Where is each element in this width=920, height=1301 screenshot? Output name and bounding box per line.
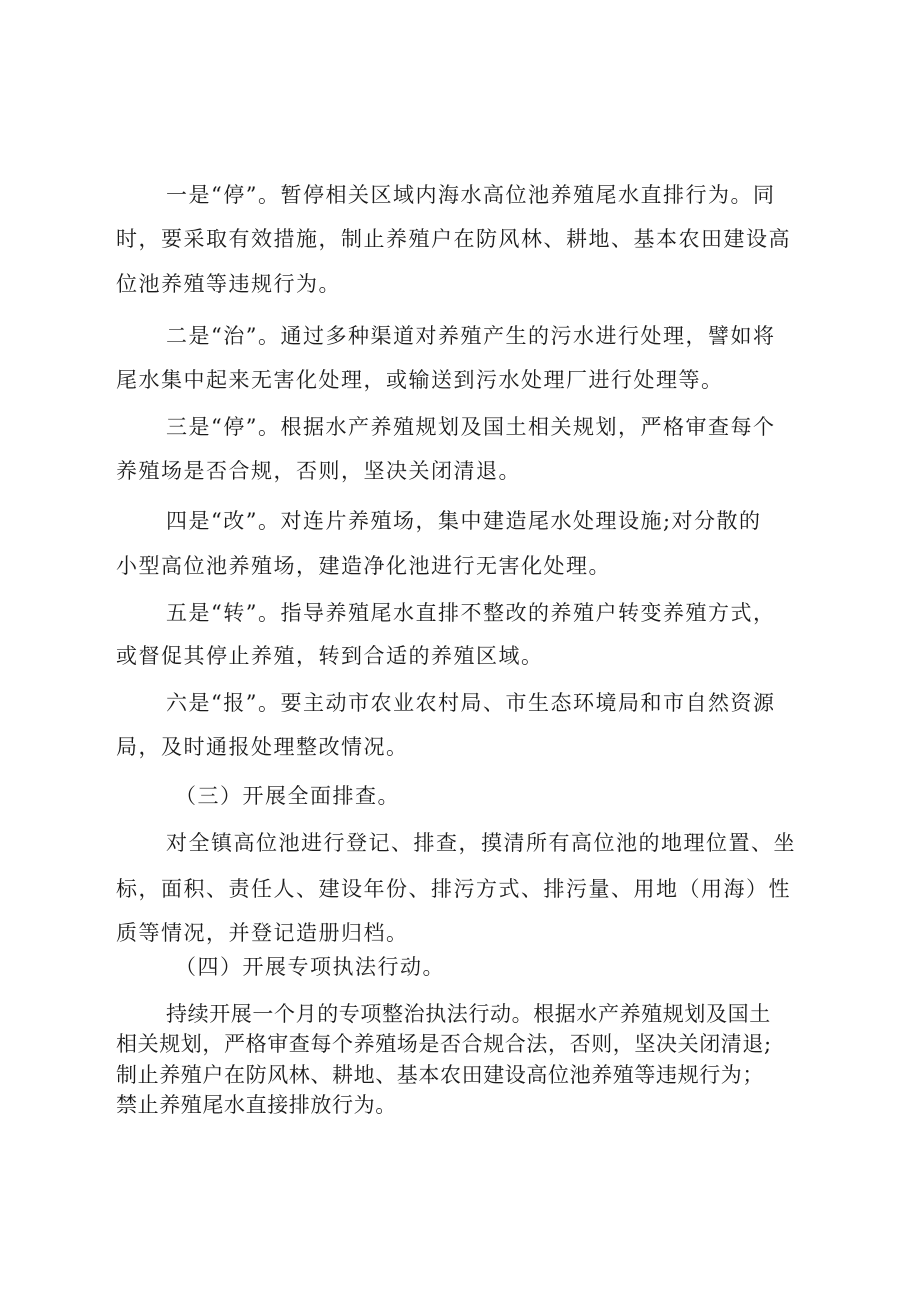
paragraph-3-line-2: 养殖场是否合规，否则，坚决关闭清退。 [116, 459, 521, 483]
paragraph-6-line-2: 局，及时通报处理整改情况。 [116, 735, 409, 759]
paragraph-8-line-3: 制止养殖户在防风林、耕地、基本农田建设高位池养殖等违规行为； [116, 1063, 764, 1087]
paragraph-2-line-2: 尾水集中起来无害化处理，或输送到污水处理厂进行处理等。 [116, 368, 724, 392]
paragraph-4-line-1: 四是“改”。对连片养殖场，集中建造尾水处理设施;对分散的 [166, 509, 762, 533]
section-heading-4: （四）开展专项执法行动。 [175, 955, 445, 979]
paragraph-6-line-1: 六是“报”。要主动市农业农村局、市生态环境局和市自然资源 [166, 691, 776, 715]
paragraph-1-line-2: 时，要采取有效措施，制止养殖户在防风林、耕地、基本农田建设高 [116, 227, 791, 251]
paragraph-1-line-1: 一是“停”。暂停相关区域内海水高位池养殖尾水直排行为。同 [166, 183, 776, 207]
paragraph-7-line-3: 质等情况，并登记造册归档。 [116, 921, 409, 945]
paragraph-4-line-2: 小型高位池养殖场，建造净化池进行无害化处理。 [116, 554, 611, 578]
paragraph-8-line-1: 持续开展一个月的专项整治执法行动。根据水产养殖规划及国土 [166, 1002, 771, 1026]
paragraph-7-line-2: 标，面积、责任人、建设年份、排污方式、排污量、用地（用海）性 [116, 877, 791, 901]
paragraph-5-line-2: 或督促其停止养殖，转到合适的养殖区域。 [116, 644, 544, 668]
paragraph-2-line-1: 二是“治”。通过多种渠道对养殖产生的污水进行处理，譬如将 [166, 324, 776, 348]
paragraph-7-line-1: 对全镇高位池进行登记、排查，摸清所有高位池的地理位置、坐 [166, 831, 796, 855]
section-heading-3: （三）开展全面排查。 [175, 784, 400, 808]
paragraph-8-line-4: 禁止养殖尾水直接排放行为。 [116, 1093, 397, 1117]
paragraph-1-line-3: 位池养殖等违规行为。 [116, 272, 341, 296]
paragraph-3-line-1: 三是“停”。根据水产养殖规划及国土相关规划，严格审查每个 [166, 415, 776, 439]
paragraph-8-line-2: 相关规划，严格审查每个养殖场是否合规合法，否则，坚决关闭清退; [116, 1032, 772, 1056]
paragraph-5-line-1: 五是“转”。指导养殖尾水直排不整改的养殖户转变养殖方式， [166, 601, 776, 625]
